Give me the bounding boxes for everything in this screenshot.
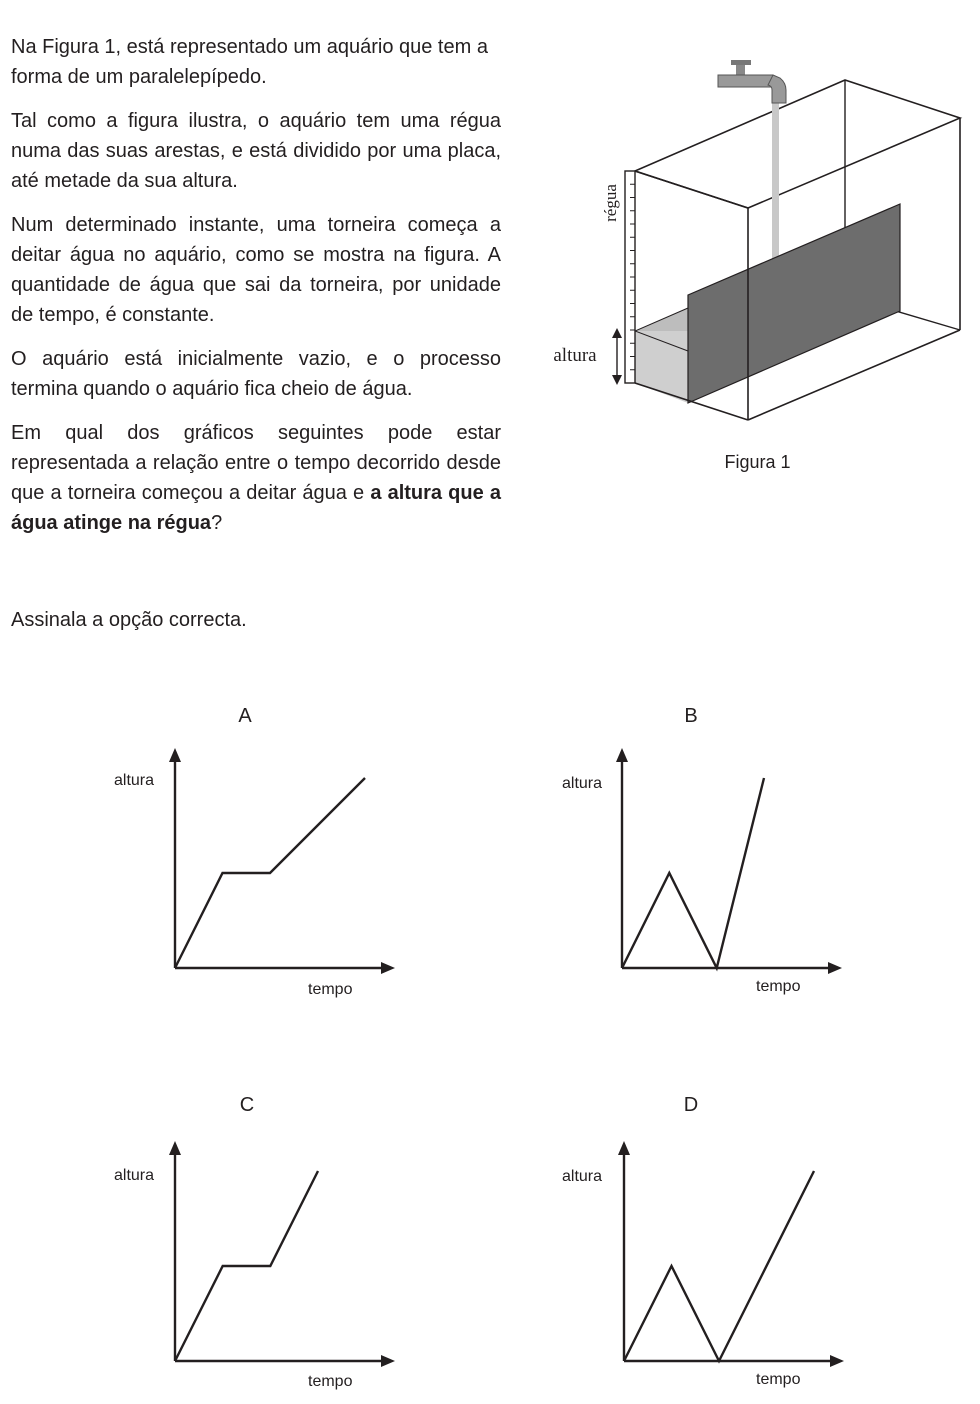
- graph-c: [110, 1090, 410, 1390]
- x-axis-arrow-icon: [381, 1355, 395, 1367]
- height-label: altura: [553, 345, 597, 366]
- graph-a-ylabel: altura: [114, 772, 155, 789]
- figure-caption: Figura 1: [724, 452, 791, 472]
- graph-c-svg: [110, 1090, 410, 1390]
- graph-a-xlabel: tempo: [308, 981, 353, 998]
- question-paragraph-1: Na Figura 1, está representado um aquário que tem a forma de um paralelepípedo.: [11, 36, 488, 88]
- aquarium-drawing: [540, 28, 980, 448]
- series-line: [622, 778, 764, 968]
- question-paragraph-3: Num determinado instante, uma torneira começa a deitar água no aquário, como se mostra na figura. A quantidade de água que sai da torneira, por unidade de tempo, é constante.: [11, 214, 501, 326]
- faucet-icon: [718, 60, 786, 103]
- instruction-text: Assinala a opção correcta.: [11, 609, 247, 631]
- y-axis-arrow-icon: [169, 1141, 181, 1155]
- question-prompt-end: ?: [211, 512, 223, 534]
- question-prompt: [11, 418, 501, 538]
- x-axis-arrow-icon: [828, 962, 842, 974]
- graph-c-xlabel: tempo: [308, 1373, 353, 1390]
- graph-c-ylabel: altura: [114, 1167, 155, 1184]
- graph-d: [557, 1090, 857, 1390]
- question-prompt-bold: a altura que a água atinge na régua: [11, 482, 502, 534]
- graph-b-svg: [557, 700, 857, 1000]
- graph-d-ylabel: altura: [562, 1168, 603, 1185]
- graph-a-svg: [110, 700, 410, 1000]
- y-axis-arrow-icon: [616, 748, 628, 762]
- aquarium-front-top-edge: [635, 171, 748, 208]
- graph-a-letter: A: [238, 705, 252, 727]
- series-line: [175, 1171, 318, 1361]
- graph-a: [110, 700, 410, 1000]
- graph-b-xlabel: tempo: [756, 978, 801, 995]
- question-text: [11, 32, 501, 552]
- graph-c-letter: C: [239, 1094, 255, 1116]
- ruler-label: régua: [601, 184, 620, 222]
- x-axis-arrow-icon: [830, 1355, 844, 1367]
- aquarium-figure: [540, 28, 980, 448]
- graph-b-ylabel: altura: [562, 775, 603, 792]
- water-stream: [772, 101, 779, 259]
- x-axis-arrow-icon: [381, 962, 395, 974]
- divider-plate: [688, 204, 900, 403]
- series-line: [624, 1171, 814, 1361]
- question-paragraph-4: O aquário está inicialmente vazio, e o processo termina quando o aquário fica cheio de água.: [11, 348, 501, 400]
- series-line: [175, 778, 365, 968]
- graph-d-xlabel: tempo: [756, 1371, 801, 1388]
- y-axis-arrow-icon: [169, 748, 181, 762]
- graph-d-svg: [557, 1090, 857, 1390]
- aquarium-top-edge: [635, 80, 960, 208]
- height-arrow: [612, 328, 622, 385]
- graph-b-letter: B: [684, 705, 698, 727]
- question-paragraph-2: Tal como a figura ilustra, o aquário tem uma régua numa das suas arestas, e está dividido por uma placa, até metade da sua altura.: [11, 110, 501, 192]
- ruler: [625, 171, 635, 383]
- graph-b: [557, 700, 857, 1000]
- question-prompt-start: Em qual dos gráficos seguintes pode estar representada a relação entre o tempo decorrido desde que a torneira começou a deitar água e: [11, 422, 501, 504]
- graph-d-letter: D: [683, 1094, 699, 1116]
- y-axis-arrow-icon: [618, 1141, 630, 1155]
